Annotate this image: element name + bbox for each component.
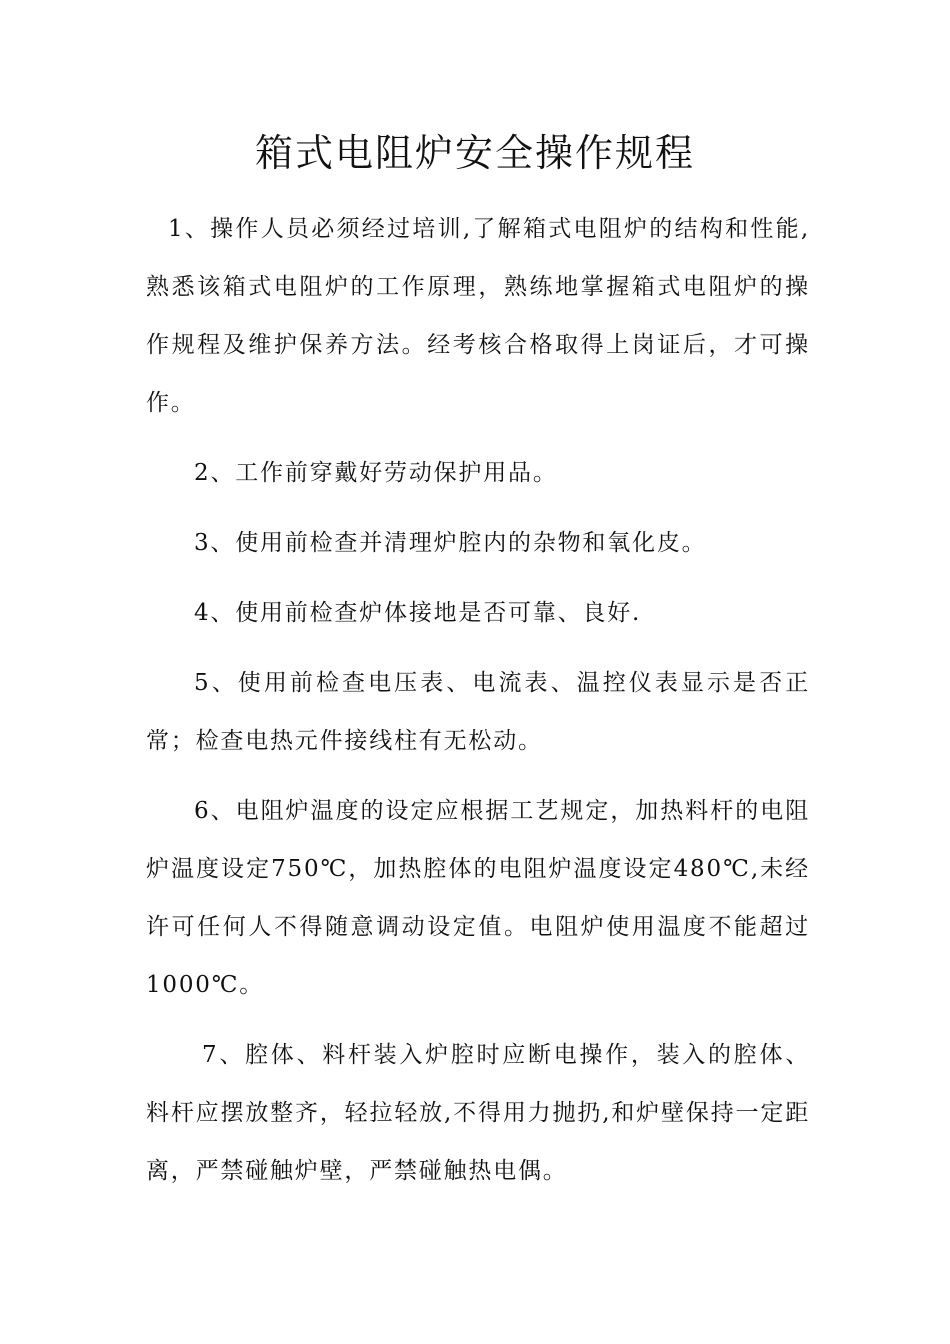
document-title: 箱式电阻炉安全操作规程 — [254, 131, 695, 175]
paragraph-2: 2、工作前穿戴好劳动保护用品。 — [194, 460, 558, 486]
document-body — [146, 200, 810, 1200]
paragraph-4: 4、使用前检查炉体接地是否可靠、良好. — [194, 600, 642, 626]
paragraph-1: 1、操作人员必须经过培训,了解箱式电阻炉的结构和性能,熟悉该箱式电阻炉的工作原理，熟练地掌握箱式电阻炉的操作规程及维护保养方法。经考核合格取得上岗证后，才可操作。 — [146, 216, 810, 416]
paragraph-7: 7、腔体、料杆装入炉腔时应断电操作，装入的腔体、料杆应摆放整齐，轻拉轻放,不得用力抛扔,和炉壁保持一定距离，严禁碰触炉壁，严禁碰触热电偶。 — [146, 1042, 810, 1184]
paragraph-5: 5、使用前检查电压表、电流表、温控仪表显示是否正常；检查电热元件接线柱有无松动。 — [146, 670, 810, 754]
paragraph-3: 3、使用前检查并清理炉腔内的杂物和氧化皮。 — [194, 530, 707, 556]
paragraph-6: 6、电阻炉温度的设定应根据工艺规定，加热料杆的电阻炉温度设定750℃，加热腔体的电阻炉温度设定480℃,未经许可任何人不得随意调动设定值。电阻炉使用温度不能超过1000℃。 — [146, 798, 810, 998]
